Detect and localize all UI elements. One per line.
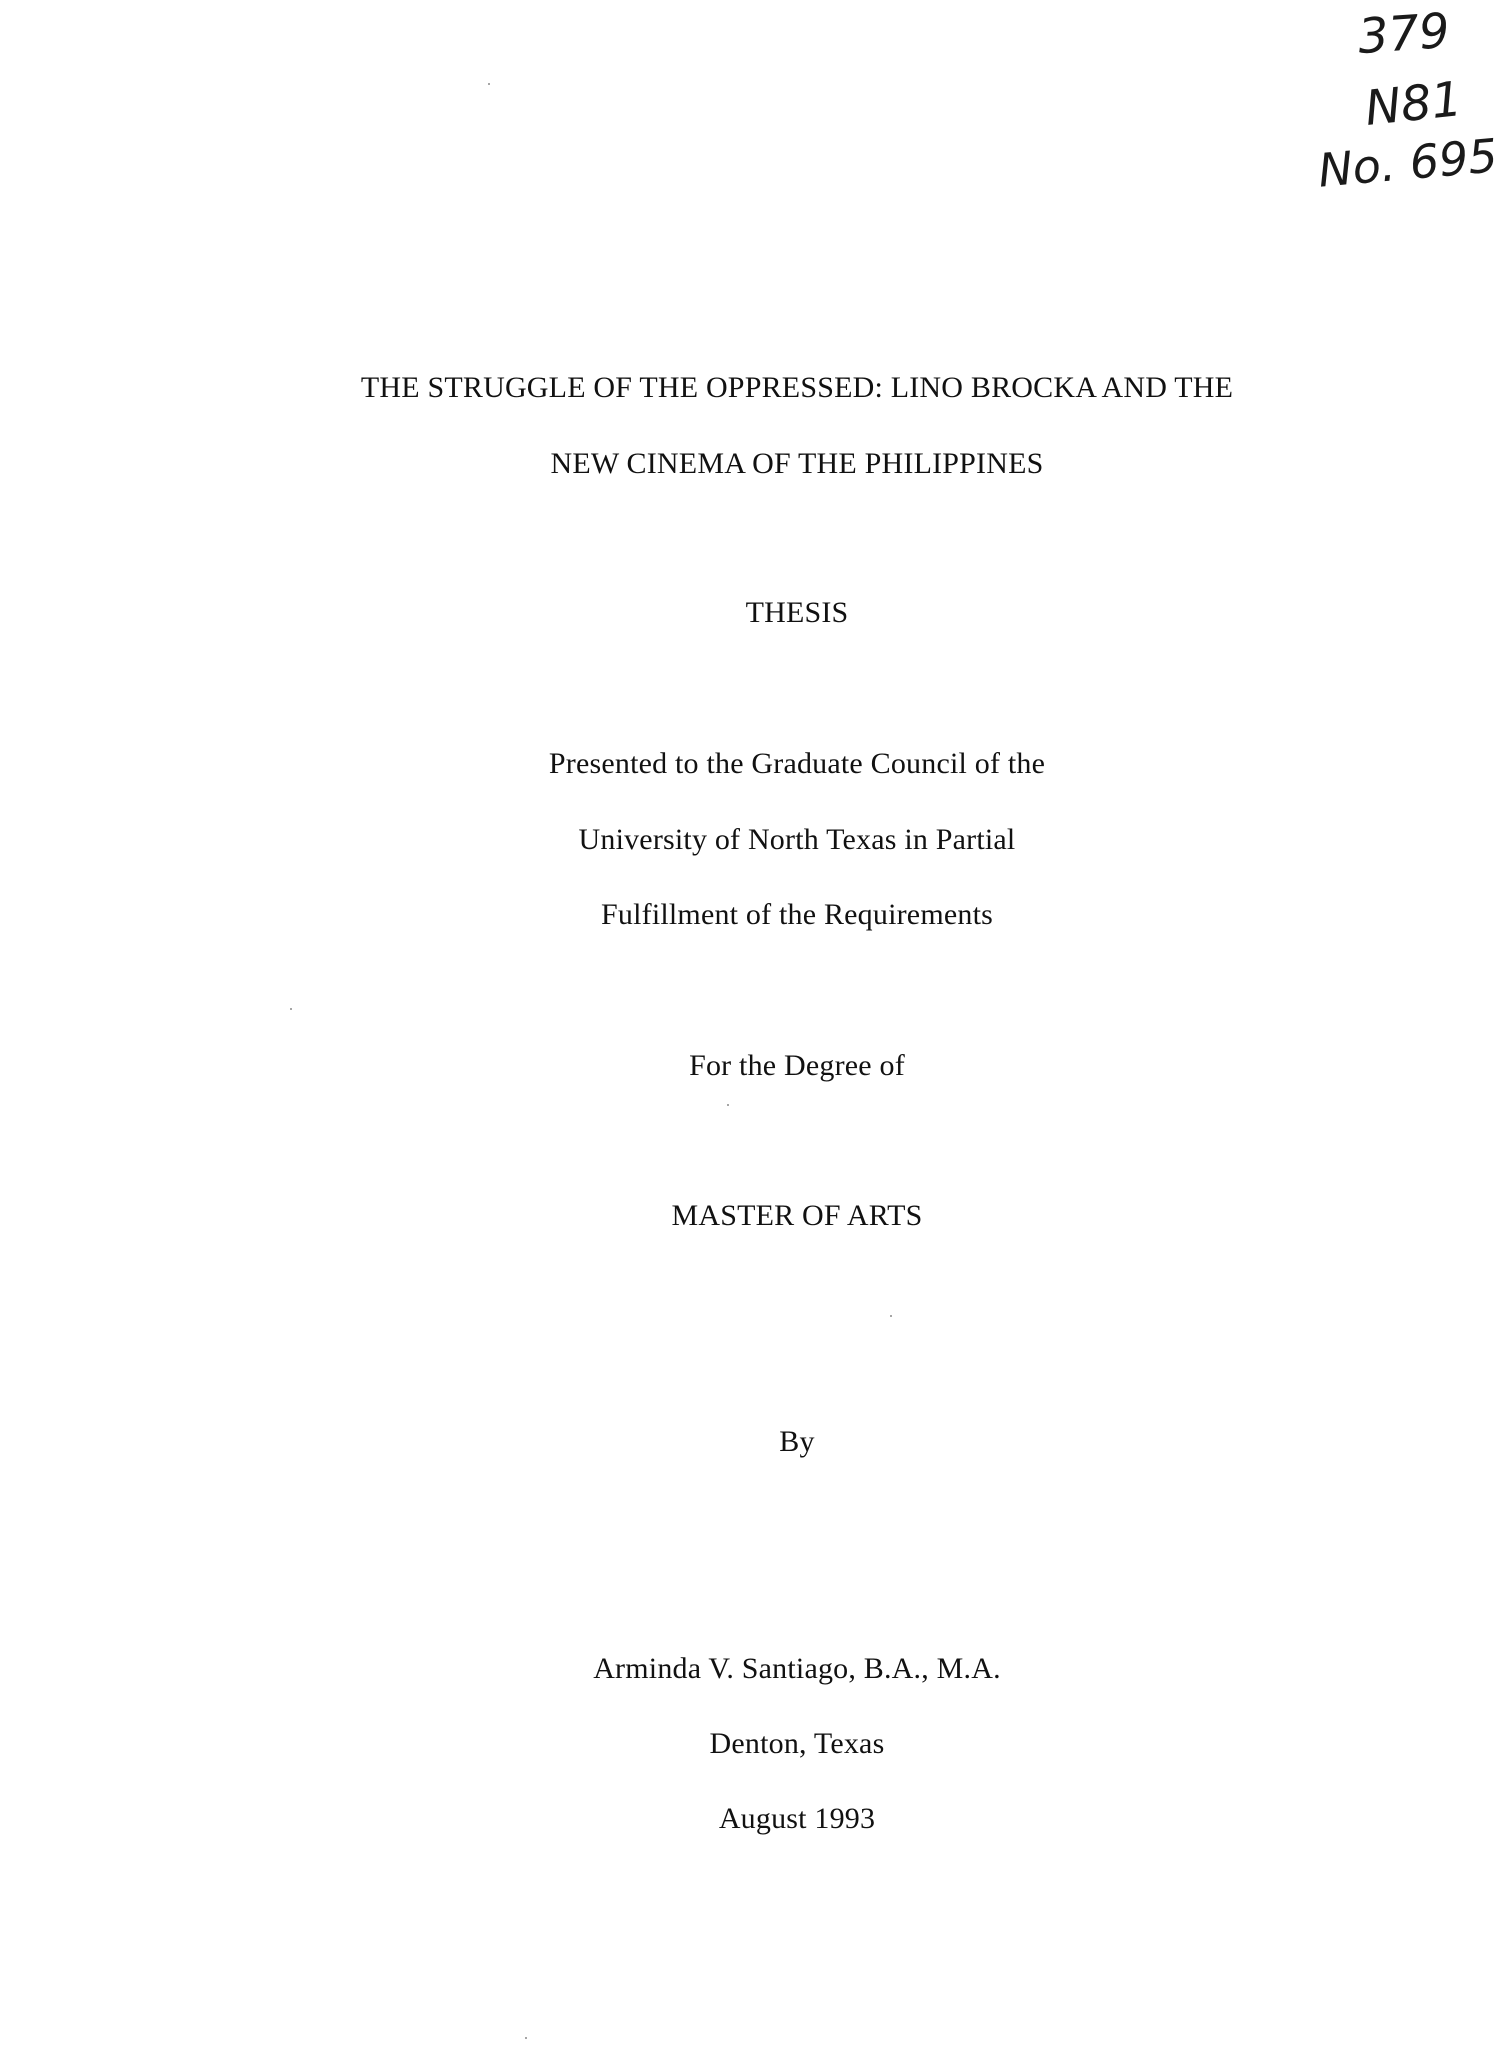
call-number-line-2: N81	[1362, 71, 1465, 137]
document-type: THESIS	[745, 596, 849, 629]
location: Denton, Texas	[709, 1727, 885, 1760]
thesis-title-line-2: NEW CINEMA OF THE PHILIPPINES	[550, 447, 1044, 480]
degree-name: MASTER OF ARTS	[671, 1199, 923, 1232]
scan-speck	[890, 1315, 892, 1317]
date: August 1993	[718, 1802, 876, 1835]
scan-speck	[488, 83, 490, 85]
call-number-line-3: No. 695	[1315, 128, 1500, 198]
degree-intro: For the Degree of	[689, 1049, 905, 1082]
presented-line-3: Fulfillment of the Requirements	[601, 898, 993, 931]
thesis-title-line-1: THE STRUGGLE OF THE OPPRESSED: LINO BROCKA AND THE	[360, 371, 1234, 404]
scan-speck	[727, 1104, 729, 1106]
presented-line-1: Presented to the Graduate Council of the	[548, 747, 1046, 780]
presented-line-2: University of North Texas in Partial	[578, 823, 1016, 856]
author-name: Arminda V. Santiago, B.A., M.A.	[593, 1652, 1001, 1685]
scan-speck	[525, 2037, 527, 2039]
scan-speck	[290, 1008, 292, 1010]
by-label: By	[779, 1425, 815, 1458]
call-number-line-1: 379	[1356, 2, 1452, 66]
